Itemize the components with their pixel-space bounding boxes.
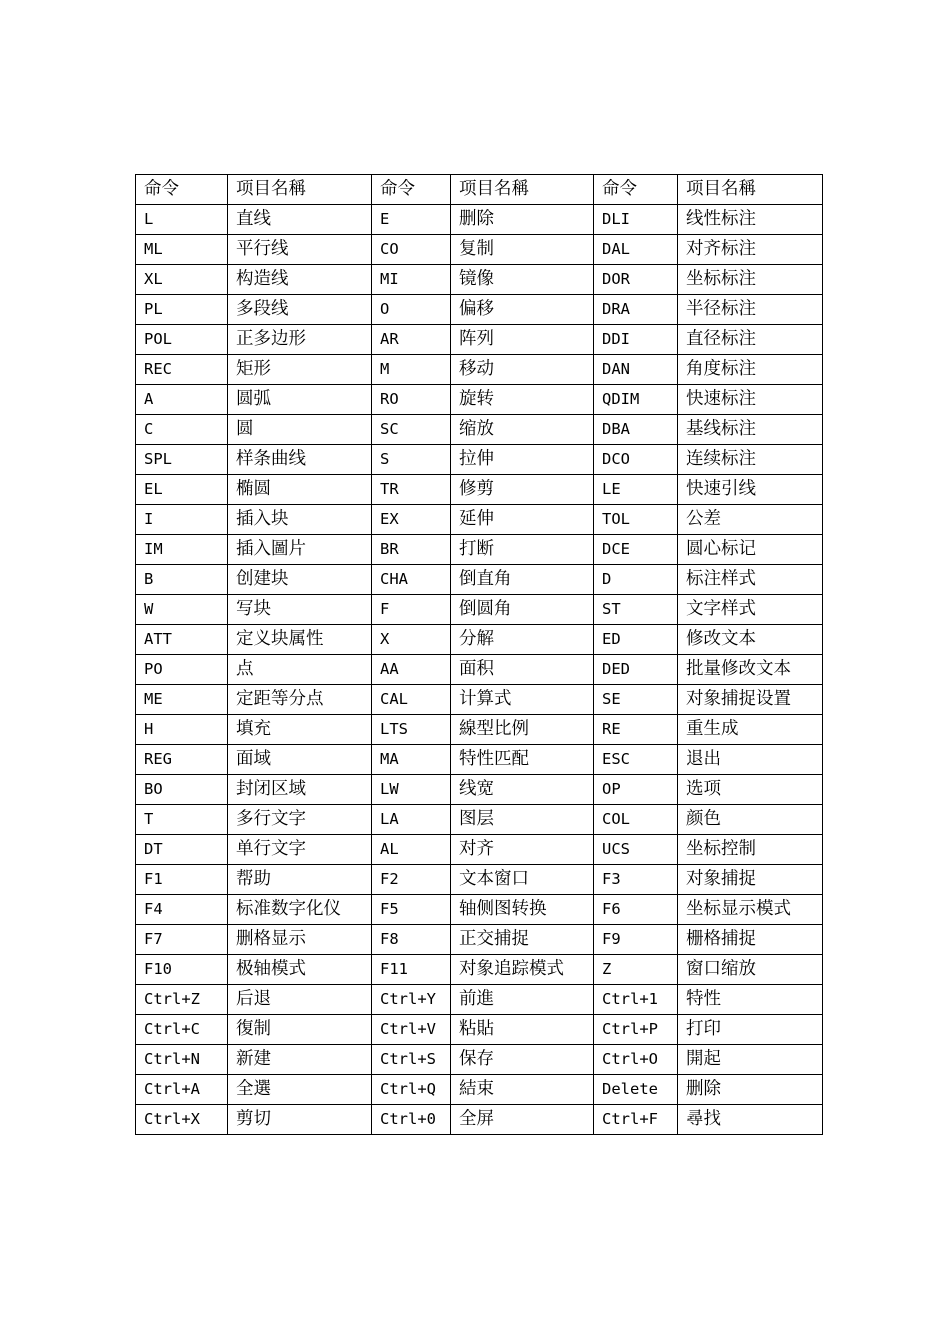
command-cell: DLI [594, 205, 678, 235]
item-name-cell: 文本窗口 [451, 865, 594, 895]
command-cell: Ctrl+Z [136, 985, 228, 1015]
item-name-cell: 计算式 [451, 685, 594, 715]
command-cell: COL [594, 805, 678, 835]
item-name-cell: 分解 [451, 625, 594, 655]
command-cell: Ctrl+X [136, 1105, 228, 1135]
item-name-cell: 半径标注 [678, 295, 823, 325]
command-cell: RE [594, 715, 678, 745]
item-name-cell: 点 [228, 655, 372, 685]
command-cell: IM [136, 535, 228, 565]
table-row [136, 685, 823, 715]
table-row [136, 205, 823, 235]
command-cell: ML [136, 235, 228, 265]
command-cell: C [136, 415, 228, 445]
command-cell: DED [594, 655, 678, 685]
command-cell: CHA [372, 565, 451, 595]
command-cell: F [372, 595, 451, 625]
item-name-cell: 粘貼 [451, 1015, 594, 1045]
item-name-cell: 复制 [451, 235, 594, 265]
item-name-cell: 開起 [678, 1045, 823, 1075]
header-item-name: 项目名稱 [678, 175, 823, 205]
command-cell: EL [136, 475, 228, 505]
command-cell: Ctrl+F [594, 1105, 678, 1135]
item-name-cell: 窗口缩放 [678, 955, 823, 985]
item-name-cell: 結束 [451, 1075, 594, 1105]
item-name-cell: 标注样式 [678, 565, 823, 595]
command-cell: B [136, 565, 228, 595]
item-name-cell: 圆心标记 [678, 535, 823, 565]
item-name-cell: 删除 [678, 1075, 823, 1105]
command-cell: REG [136, 745, 228, 775]
item-name-cell: 删格显示 [228, 925, 372, 955]
table-row [136, 265, 823, 295]
command-cell: T [136, 805, 228, 835]
command-cell: Delete [594, 1075, 678, 1105]
table-row [136, 955, 823, 985]
command-cell: F7 [136, 925, 228, 955]
table-row [136, 925, 823, 955]
header-command: 命令 [594, 175, 678, 205]
item-name-cell: 平行线 [228, 235, 372, 265]
command-cell: F1 [136, 865, 228, 895]
table-row [136, 985, 823, 1015]
command-cell: S [372, 445, 451, 475]
item-name-cell: 偏移 [451, 295, 594, 325]
item-name-cell: 打印 [678, 1015, 823, 1045]
item-name-cell: 写块 [228, 595, 372, 625]
command-cell: Ctrl+0 [372, 1105, 451, 1135]
item-name-cell: 復制 [228, 1015, 372, 1045]
command-cell: Ctrl+Q [372, 1075, 451, 1105]
table-row [136, 775, 823, 805]
item-name-cell: 快速引线 [678, 475, 823, 505]
header-command: 命令 [136, 175, 228, 205]
command-cell: Z [594, 955, 678, 985]
item-name-cell: 退出 [678, 745, 823, 775]
command-cell: L [136, 205, 228, 235]
table-row [136, 1015, 823, 1045]
command-cell: DBA [594, 415, 678, 445]
item-name-cell: 正多边形 [228, 325, 372, 355]
item-name-cell: 特性 [678, 985, 823, 1015]
command-cell: E [372, 205, 451, 235]
command-cell: O [372, 295, 451, 325]
item-name-cell: 定义块属性 [228, 625, 372, 655]
command-cell: MI [372, 265, 451, 295]
table-row [136, 625, 823, 655]
item-name-cell: 单行文字 [228, 835, 372, 865]
item-name-cell: 连续标注 [678, 445, 823, 475]
command-cell: LW [372, 775, 451, 805]
command-cell: DAN [594, 355, 678, 385]
command-cell: AL [372, 835, 451, 865]
command-cell: Ctrl+V [372, 1015, 451, 1045]
item-name-cell: 倒直角 [451, 565, 594, 595]
item-name-cell: 栅格捕捉 [678, 925, 823, 955]
command-cell: Ctrl+P [594, 1015, 678, 1045]
item-name-cell: 坐标控制 [678, 835, 823, 865]
table-row [136, 535, 823, 565]
command-cell: X [372, 625, 451, 655]
item-name-cell: 倒圆角 [451, 595, 594, 625]
item-name-cell: 面域 [228, 745, 372, 775]
item-name-cell: 封闭区域 [228, 775, 372, 805]
command-cell: BO [136, 775, 228, 805]
header-item-name: 项目名稱 [451, 175, 594, 205]
command-cell: F6 [594, 895, 678, 925]
item-name-cell: 直线 [228, 205, 372, 235]
command-cell: ED [594, 625, 678, 655]
item-name-cell: 填充 [228, 715, 372, 745]
item-name-cell: 删除 [451, 205, 594, 235]
table-row [136, 505, 823, 535]
item-name-cell: 全選 [228, 1075, 372, 1105]
command-cell: BR [372, 535, 451, 565]
command-cell: H [136, 715, 228, 745]
header-command: 命令 [372, 175, 451, 205]
command-cell: MA [372, 745, 451, 775]
item-name-cell: 标准数字化仪 [228, 895, 372, 925]
item-name-cell: 椭圆 [228, 475, 372, 505]
item-name-cell: 面积 [451, 655, 594, 685]
command-cell: OP [594, 775, 678, 805]
table-row [136, 235, 823, 265]
table-row [136, 1075, 823, 1105]
table-row [136, 805, 823, 835]
command-cell: Ctrl+S [372, 1045, 451, 1075]
table-row [136, 595, 823, 625]
command-cell: SC [372, 415, 451, 445]
item-name-cell: 剪切 [228, 1105, 372, 1135]
item-name-cell: 特性匹配 [451, 745, 594, 775]
table-row [136, 415, 823, 445]
command-cell: F8 [372, 925, 451, 955]
command-cell: ESC [594, 745, 678, 775]
command-cell: F5 [372, 895, 451, 925]
table-row [136, 385, 823, 415]
command-table-body [136, 175, 823, 1135]
command-cell: W [136, 595, 228, 625]
command-cell: REC [136, 355, 228, 385]
command-cell: F4 [136, 895, 228, 925]
table-row [136, 355, 823, 385]
item-name-cell: 对齐标注 [678, 235, 823, 265]
table-row [136, 475, 823, 505]
command-cell: SE [594, 685, 678, 715]
table-row [136, 835, 823, 865]
command-cell: UCS [594, 835, 678, 865]
command-cell: LE [594, 475, 678, 505]
item-name-cell: 批量修改文本 [678, 655, 823, 685]
command-cell: EX [372, 505, 451, 535]
item-name-cell: 缩放 [451, 415, 594, 445]
item-name-cell: 样条曲线 [228, 445, 372, 475]
table-row [136, 715, 823, 745]
command-cell: CAL [372, 685, 451, 715]
table-row [136, 895, 823, 925]
command-cell: RO [372, 385, 451, 415]
item-name-cell: 線型比例 [451, 715, 594, 745]
item-name-cell: 文字样式 [678, 595, 823, 625]
item-name-cell: 线宽 [451, 775, 594, 805]
command-cell: XL [136, 265, 228, 295]
table-row [136, 745, 823, 775]
item-name-cell: 基线标注 [678, 415, 823, 445]
command-cell: DAL [594, 235, 678, 265]
command-cell: F9 [594, 925, 678, 955]
item-name-cell: 矩形 [228, 355, 372, 385]
item-name-cell: 对象追踪模式 [451, 955, 594, 985]
item-name-cell: 旋转 [451, 385, 594, 415]
command-cell: D [594, 565, 678, 595]
item-name-cell: 拉伸 [451, 445, 594, 475]
item-name-cell: 图层 [451, 805, 594, 835]
command-cell: DOR [594, 265, 678, 295]
command-cell: Ctrl+1 [594, 985, 678, 1015]
command-cell: ATT [136, 625, 228, 655]
command-cell: PO [136, 655, 228, 685]
item-name-cell: 前進 [451, 985, 594, 1015]
item-name-cell: 尋找 [678, 1105, 823, 1135]
item-name-cell: 延伸 [451, 505, 594, 535]
item-name-cell: 重生成 [678, 715, 823, 745]
item-name-cell: 圆弧 [228, 385, 372, 415]
command-table [135, 174, 823, 1135]
item-name-cell: 坐标标注 [678, 265, 823, 295]
command-cell: SPL [136, 445, 228, 475]
item-name-cell: 阵列 [451, 325, 594, 355]
table-row [136, 565, 823, 595]
command-cell: DCE [594, 535, 678, 565]
command-cell: M [372, 355, 451, 385]
item-name-cell: 镜像 [451, 265, 594, 295]
item-name-cell: 新建 [228, 1045, 372, 1075]
table-row [136, 655, 823, 685]
item-name-cell: 多行文字 [228, 805, 372, 835]
item-name-cell: 选项 [678, 775, 823, 805]
item-name-cell: 插入块 [228, 505, 372, 535]
item-name-cell: 全屏 [451, 1105, 594, 1135]
item-name-cell: 构造线 [228, 265, 372, 295]
item-name-cell: 轴侧图转换 [451, 895, 594, 925]
table-row [136, 325, 823, 355]
item-name-cell: 线性标注 [678, 205, 823, 235]
command-cell: DT [136, 835, 228, 865]
item-name-cell: 打断 [451, 535, 594, 565]
command-cell: PL [136, 295, 228, 325]
command-cell: LTS [372, 715, 451, 745]
command-cell: F10 [136, 955, 228, 985]
command-cell: F11 [372, 955, 451, 985]
item-name-cell: 公差 [678, 505, 823, 535]
command-cell: Ctrl+Y [372, 985, 451, 1015]
item-name-cell: 坐标显示模式 [678, 895, 823, 925]
item-name-cell: 定距等分点 [228, 685, 372, 715]
table-header-row [136, 175, 823, 205]
table-row [136, 1105, 823, 1135]
command-cell: F3 [594, 865, 678, 895]
item-name-cell: 创建块 [228, 565, 372, 595]
item-name-cell: 角度标注 [678, 355, 823, 385]
command-cell: POL [136, 325, 228, 355]
item-name-cell: 正交捕捉 [451, 925, 594, 955]
item-name-cell: 保存 [451, 1045, 594, 1075]
command-cell: A [136, 385, 228, 415]
command-cell: ME [136, 685, 228, 715]
command-cell: AR [372, 325, 451, 355]
item-name-cell: 圆 [228, 415, 372, 445]
table-row [136, 445, 823, 475]
command-cell: LA [372, 805, 451, 835]
command-cell: CO [372, 235, 451, 265]
command-cell: AA [372, 655, 451, 685]
item-name-cell: 后退 [228, 985, 372, 1015]
item-name-cell: 帮助 [228, 865, 372, 895]
command-cell: QDIM [594, 385, 678, 415]
header-item-name: 项目名稱 [228, 175, 372, 205]
item-name-cell: 修改文本 [678, 625, 823, 655]
command-cell: TR [372, 475, 451, 505]
item-name-cell: 对齐 [451, 835, 594, 865]
command-cell: ST [594, 595, 678, 625]
item-name-cell: 插入圖片 [228, 535, 372, 565]
item-name-cell: 多段线 [228, 295, 372, 325]
item-name-cell: 极轴模式 [228, 955, 372, 985]
item-name-cell: 直径标注 [678, 325, 823, 355]
item-name-cell: 颜色 [678, 805, 823, 835]
command-cell: TOL [594, 505, 678, 535]
table-row [136, 295, 823, 325]
command-cell: Ctrl+C [136, 1015, 228, 1045]
command-cell: DRA [594, 295, 678, 325]
item-name-cell: 对象捕捉 [678, 865, 823, 895]
table-row [136, 865, 823, 895]
command-cell: Ctrl+N [136, 1045, 228, 1075]
command-cell: Ctrl+A [136, 1075, 228, 1105]
table-row [136, 1045, 823, 1075]
command-cell: DCO [594, 445, 678, 475]
item-name-cell: 对象捕捉设置 [678, 685, 823, 715]
item-name-cell: 修剪 [451, 475, 594, 505]
command-cell: Ctrl+O [594, 1045, 678, 1075]
item-name-cell: 快速标注 [678, 385, 823, 415]
command-cell: F2 [372, 865, 451, 895]
command-cell: DDI [594, 325, 678, 355]
command-cell: I [136, 505, 228, 535]
item-name-cell: 移动 [451, 355, 594, 385]
